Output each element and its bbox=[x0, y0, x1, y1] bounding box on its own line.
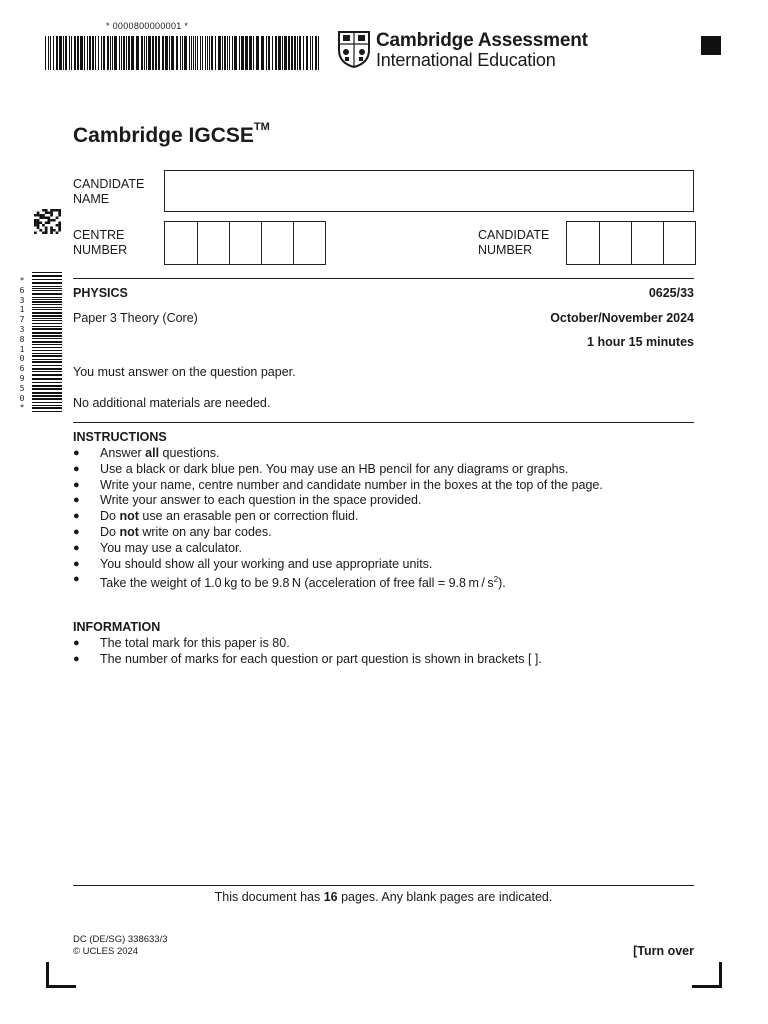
information-heading: INFORMATION bbox=[73, 620, 161, 634]
logo-wordmark-line1: Cambridge Assessment bbox=[376, 30, 588, 51]
centre-number-label bbox=[73, 228, 127, 258]
label-line: NUMBER bbox=[478, 243, 533, 257]
information-item: ● The total mark for this paper is 80. bbox=[73, 636, 694, 652]
instruction-item: ● Answer all questions. bbox=[73, 446, 694, 462]
information-list bbox=[73, 636, 694, 668]
barcode-image bbox=[45, 36, 320, 70]
instruction-item: ● Do not use an erasable pen or correction fluid. bbox=[73, 509, 694, 525]
label-line: CANDIDATE bbox=[73, 177, 145, 191]
candidate-number-label bbox=[478, 228, 549, 258]
logo-wordmark-line2: International Education bbox=[376, 50, 556, 70]
exam-duration: 1 hour 15 minutes bbox=[587, 335, 694, 349]
centre-number-cell[interactable] bbox=[261, 222, 293, 264]
materials-note: No additional materials are needed. bbox=[73, 396, 271, 410]
instruction-item: ● Write your answer to each question in the space provided. bbox=[73, 493, 694, 509]
qualification-title bbox=[73, 121, 270, 148]
registration-mark bbox=[701, 36, 721, 55]
subject-name: PHYSICS bbox=[73, 286, 128, 300]
centre-number-cell[interactable] bbox=[165, 222, 197, 264]
candidate-number-cell[interactable] bbox=[599, 222, 631, 264]
candidate-number-cell[interactable] bbox=[663, 222, 695, 264]
instruction-item: ● Take the weight of 1.0 kg to be 9.8 N (acceleration of free fall = 9.8 m / $s^2$). bbox=[73, 572, 694, 592]
instruction-item: ● You should show all your working and use appropriate units. bbox=[73, 557, 694, 573]
qualification-name: Cambridge IGCSE bbox=[73, 124, 254, 147]
divider bbox=[73, 278, 694, 279]
crop-mark bbox=[46, 985, 76, 988]
instructions-list bbox=[73, 446, 694, 592]
centre-number-cell[interactable] bbox=[229, 222, 261, 264]
divider bbox=[73, 422, 694, 423]
turn-over-note: [Turn over bbox=[633, 944, 694, 958]
label-line: CENTRE bbox=[73, 228, 125, 242]
copyright: © UCLES 2024 bbox=[73, 946, 139, 957]
trademark: TM bbox=[253, 121, 270, 133]
candidate-number-field[interactable] bbox=[566, 221, 696, 265]
instruction-item: ● You may use a calculator. bbox=[73, 541, 694, 557]
instruction-item: ● Write your name, centre number and candidate number in the boxes at the top of the page. bbox=[73, 478, 694, 494]
side-barcode bbox=[28, 272, 64, 412]
crop-mark bbox=[692, 985, 722, 988]
candidate-name-label bbox=[73, 177, 144, 207]
label-line: NAME bbox=[73, 192, 110, 206]
page-count-number: 16 bbox=[323, 890, 338, 904]
information-item: ● The number of marks for each question or part question is shown in brackets [ ]. bbox=[73, 652, 694, 668]
label-line: CANDIDATE bbox=[478, 228, 550, 242]
candidate-name-field[interactable] bbox=[164, 170, 694, 212]
page-count-note bbox=[73, 890, 694, 904]
document-reference: DC (DE/SG) 338633/3 bbox=[73, 934, 168, 945]
instruction-item: ● Use a black or dark blue pen. You may use an HB pencil for any diagrams or graphs. bbox=[73, 462, 694, 478]
cambridge-crest-logo bbox=[337, 30, 371, 68]
centre-number-field[interactable] bbox=[164, 221, 326, 265]
centre-number-cell[interactable] bbox=[293, 222, 325, 264]
candidate-number-cell[interactable] bbox=[631, 222, 663, 264]
instructions-heading: INSTRUCTIONS bbox=[73, 430, 167, 444]
side-barcode-digits: * 6 3 1 7 3 8 1 0 6 9 5 0 * bbox=[19, 276, 25, 413]
paper-code: 0625/33 bbox=[648, 286, 694, 300]
page-count-post: pages. Any blank pages are indicated. bbox=[337, 890, 553, 904]
answer-note: You must answer on the question paper. bbox=[73, 365, 296, 379]
candidate-number-cell[interactable] bbox=[567, 222, 599, 264]
label-line: NUMBER bbox=[73, 243, 128, 257]
page-count-pre: This document has bbox=[214, 890, 324, 904]
instruction-item: ● Do not write on any bar codes. bbox=[73, 525, 694, 541]
barcode-number: * 0000800000001 * bbox=[106, 21, 189, 31]
qr-code bbox=[34, 209, 61, 234]
divider bbox=[73, 885, 694, 886]
paper-title: Paper 3 Theory (Core) bbox=[73, 311, 198, 325]
exam-session: October/November 2024 bbox=[550, 311, 694, 325]
centre-number-cell[interactable] bbox=[197, 222, 229, 264]
